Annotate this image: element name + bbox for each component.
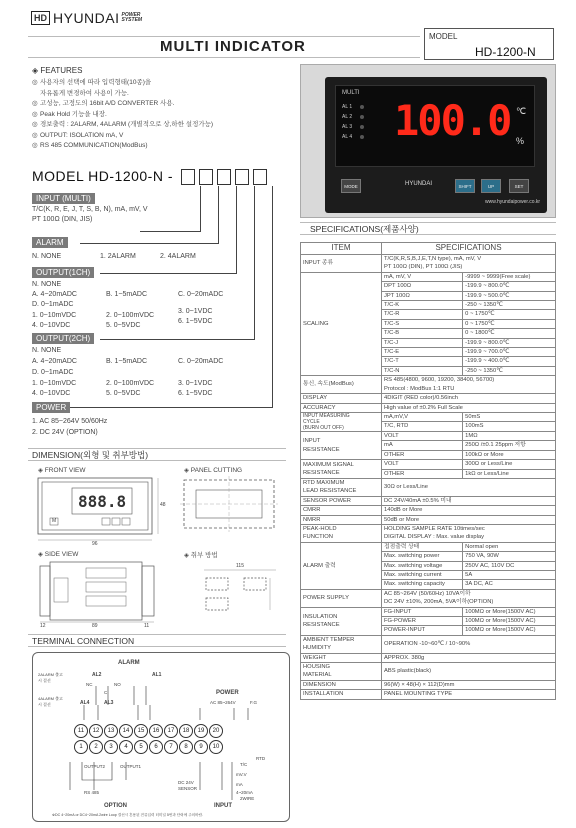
terminal-tc: T/C <box>240 762 248 767</box>
bullet-icon: ◎ <box>32 100 38 107</box>
panel-cutting-label: ◈ PANEL CUTTING <box>184 467 243 474</box>
spec-table <box>300 242 556 700</box>
spec-value: 96(W) × 48(H) × 112(D)mm <box>382 680 556 689</box>
spec-sub-val: 0 ~ 1800℃ <box>463 329 556 338</box>
led-icon <box>360 105 364 109</box>
feature-item: ◎ OUTPUT: ISOLATION mA, V <box>32 131 292 142</box>
terminal-number: 1 <box>74 740 88 754</box>
output2-opt: A. 4~20mADC <box>32 358 77 365</box>
spec-sub-val: -199.9 ~ 800.0℃ <box>463 338 556 347</box>
alarm-opt: 1. 2ALARM <box>100 253 136 260</box>
device-display-digits: 100.0 <box>394 96 511 145</box>
spec-value: ABS plastic(black) <box>382 663 556 681</box>
terminal-input: INPUT <box>214 803 232 809</box>
spec-sub-key: T/C-K <box>382 301 463 310</box>
spec-sub-val: 250Ω /±0.1 25ppm 저항 <box>463 441 556 450</box>
spec-value: High value of ±0.2% Full Scale <box>382 403 556 412</box>
bullet-icon: ◎ <box>32 110 38 118</box>
terminal-nc: NC <box>86 682 93 687</box>
feature-item: ◎ RS 485 COMMUNICATION(ModBus) <box>32 141 292 152</box>
spec-sub-key: 접점출력 상태 <box>382 542 463 551</box>
terminal-number: 7 <box>164 740 178 754</box>
spec-value: PANEL MOUNTING TYPE <box>382 690 556 699</box>
bullet-icon: ◎ <box>32 131 38 139</box>
input-line1: T/C(K, R, E, J, T, S, B, N), mA, mV, V <box>32 206 148 213</box>
terminal-4alarm-label: 4ALARM 출고시 결선 <box>38 696 63 707</box>
mode-button[interactable]: MODE <box>341 179 361 193</box>
terminal-number: 8 <box>179 740 193 754</box>
spec-sub-key: POWER-INPUT <box>382 626 463 635</box>
spec-value: OPERATION -10~60℃ / 10~90% <box>382 635 556 653</box>
spec-sub-val: -250 ~ 1350℃ <box>463 366 556 375</box>
device-front <box>325 77 547 213</box>
spec-value: AC 85~264V (50/60Hz) 10VA이하 DC 24V ±10%, 200mA, 5VA이하(OPTION) <box>382 589 556 607</box>
terminal-al1: AL1 <box>152 672 162 678</box>
feature-item-cont: 자유롭게 변경하여 사용이 가능. <box>40 89 129 97</box>
spec-sub-key: mA, mV, V <box>382 272 463 281</box>
features-title: ◈ FEATURES <box>32 66 83 75</box>
power-section-label: POWER <box>32 402 70 413</box>
terminal-output2: OUTPUT2 <box>84 764 106 769</box>
alarm-opt: 2. 4ALARM <box>160 253 196 260</box>
spec-sub-val: 100mS <box>463 422 556 432</box>
spec-sub-val: 750 VA, 90W <box>463 552 556 561</box>
spec-value: APPROX. 380g <box>382 653 556 662</box>
spec-sub-val: 100MΩ or More(1500V AC) <box>463 626 556 635</box>
terminal-option: OPTION <box>104 803 128 809</box>
model-code-text: MODEL HD-1200-N - <box>32 168 174 184</box>
spec-sub-val: -199.9 ~ 800.0℃ <box>463 282 556 291</box>
terminal-rs485: RS 485 <box>84 790 100 795</box>
spec-item: INPUT RESISTANCE <box>301 431 382 459</box>
spec-item: HOUSING MATERIAL <box>301 663 382 681</box>
spec-sub-key: VOLT <box>382 460 463 469</box>
output1-opt: N. NONE <box>32 281 62 288</box>
output1-opt: 6. 1~5VDC <box>178 318 213 325</box>
terminal-number: 17 <box>164 724 178 738</box>
power-line1: 1. AC 85~264V 50/60Hz <box>32 418 108 425</box>
output2-opt: D. 0~1mADC <box>32 369 74 376</box>
front-view-key: M <box>52 518 57 524</box>
terminal-number: 18 <box>179 724 193 738</box>
output2-opt: 3. 0~1VDC <box>178 380 213 387</box>
spec-sub-key: mA,mV,V <box>382 412 463 422</box>
spec-item: DIMENSION <box>301 680 382 689</box>
spec-value: DC 24V/40mA ±0.5% 미내 <box>382 496 556 505</box>
spec-item: 통신, 속도(ModBus) <box>301 376 382 394</box>
device-led-label: AL 2 <box>342 114 353 120</box>
spec-item: AMBIENT TEMPER HUMIDITY <box>301 635 382 653</box>
spec-sub-val: 100MΩ or More(1500V AC) <box>463 607 556 616</box>
output1-opt: A. 4~20mADC <box>32 291 77 298</box>
spec-sub-val: 1MΩ <box>463 431 556 440</box>
spec-sub-key: DPT 100Ω <box>382 282 463 291</box>
terminal-number: 19 <box>194 724 208 738</box>
spec-sub-key: FG-POWER <box>382 617 463 626</box>
spec-sub-key: mA <box>382 441 463 450</box>
spec-head-item: ITEM <box>301 243 382 255</box>
terminal-al2: AL2 <box>92 672 102 678</box>
spec-sub-key: VOLT <box>382 431 463 440</box>
terminal-bottom-row <box>74 740 223 754</box>
spec-sub-key: Max. switching voltage <box>382 561 463 570</box>
terminal-rtd: RTD <box>256 756 266 761</box>
terminal-number: 15 <box>134 724 148 738</box>
spec-item: RTD MAXIMUM LEAD RESISTANCE <box>301 478 382 496</box>
terminal-number: 2 <box>89 740 103 754</box>
spec-sub-val: -199.9 ~ 500.0℃ <box>463 291 556 300</box>
terminal-note: ※DC 4~20mA or DC4~20mA 2wire Loop 결선시 흔용된 전류입력 터미널 5번과 단락에 주의바람. <box>52 813 204 817</box>
spec-value: T/C(K,R,S,B,J,E,T,N type), mA, mV, V PT 100Ω (DIN), PT 100Ω (JIS) <box>382 255 556 273</box>
spec-value: 30Ω or Less/Line <box>382 478 556 496</box>
terminal-fg: F.G <box>250 700 258 705</box>
spec-sub-key: T/C, RTD <box>382 422 463 432</box>
terminal-number: 16 <box>149 724 163 738</box>
feature-item: ◎ 사용자의 선택에 따라 입력형태(10종)을 <box>32 78 292 89</box>
spec-sub-val: 250V AC, 110V DC <box>463 561 556 570</box>
terminal-number: 11 <box>74 724 88 738</box>
terminal-mvv: mV.V <box>236 772 247 777</box>
output2-opt: 5. 0~5VDC <box>106 390 141 397</box>
up-button[interactable]: UP <box>481 179 501 193</box>
spec-item: ACCURACY <box>301 403 382 412</box>
output2-section-label: OUTPUT(2CH) <box>32 333 94 344</box>
bullet-icon: ◎ <box>32 142 38 149</box>
output1-section-label: OUTPUT(1CH) <box>32 267 94 278</box>
spec-sub-val: -9999 ~ 9999(Free scale) <box>463 272 556 281</box>
spec-sub-val: 0 ~ 1750℃ <box>463 319 556 328</box>
dimension-title: DIMENSION(외형 및 취부방법) <box>28 448 286 461</box>
terminal-sensor: SENSOR <box>178 786 198 791</box>
spec-item: PEAK-HOLD FUNCTION <box>301 524 382 542</box>
terminal-number: 14 <box>119 724 133 738</box>
spec-sub-val: 100MΩ or More(1500V AC) <box>463 617 556 626</box>
dim-12: 12 <box>40 623 46 629</box>
feature-item: ◎ Peak Hold 기능을 내장. <box>32 110 292 121</box>
output2-opt: B. 1~5mADC <box>106 358 148 365</box>
terminal-alarm-label: ALARM <box>118 660 140 666</box>
terminal-number: 9 <box>194 740 208 754</box>
terminal-power-spec: AC 85~264V <box>210 700 236 705</box>
spec-sub-val: 3A DC, AC <box>463 580 556 589</box>
spec-sub-key: T/C-S <box>382 319 463 328</box>
device-brand: HYUNDAI <box>405 181 433 187</box>
terminal-top-row <box>74 724 223 738</box>
dim-89: 89 <box>92 623 98 629</box>
spec-item: INPUT 종류 <box>301 255 382 273</box>
spec-item: SCALING <box>301 272 382 375</box>
feature-item: ◎ 고성능, 고정도의 16bit A/D CONVERTER 사용. <box>32 99 292 110</box>
spec-sub-key: T/C-R <box>382 310 463 319</box>
terminal-number: 4 <box>119 740 133 754</box>
spec-item: SENSOR POWER <box>301 496 382 505</box>
terminal-number: 3 <box>104 740 118 754</box>
terminal-ma: mA <box>236 782 243 787</box>
spec-sub-val: 50mS <box>463 412 556 422</box>
terminal-number: 20 <box>209 724 223 738</box>
dim-115: 115 <box>236 563 244 569</box>
spec-sub-key: OTHER <box>382 450 463 459</box>
spec-sub-key: T/C-N <box>382 366 463 375</box>
spec-sub-val: Normal open <box>463 542 556 551</box>
spec-sub-key: JPT 100Ω <box>382 291 463 300</box>
output1-opt: B. 1~5mADC <box>106 291 148 298</box>
model-label: MODEL <box>429 32 458 41</box>
terminal-title: TERMINAL CONNECTION <box>28 634 286 647</box>
output1-opt: D. 0~1mADC <box>32 301 74 308</box>
spec-item: INSTALLATION <box>301 690 382 699</box>
logo-small: POWER SYSTEM <box>121 12 143 23</box>
spec-item: POWER SUPPLY <box>301 589 382 607</box>
bullet-icon: ◎ <box>32 79 38 86</box>
terminal-al4: AL4 <box>80 700 90 706</box>
terminal-2wire: 2WIRE <box>240 796 255 801</box>
terminal-com: C <box>104 690 108 695</box>
terminal-no: NO <box>114 682 121 687</box>
device-keypad <box>335 173 541 207</box>
spec-sub-key: OTHER <box>382 469 463 478</box>
terminal-number: 12 <box>89 724 103 738</box>
terminal-number: 13 <box>104 724 118 738</box>
output1-opt: C. 0~20mADC <box>178 291 224 298</box>
logo-text: HYUNDAI <box>53 10 120 26</box>
spec-sub-val: 1kΩ or Less/Line <box>463 469 556 478</box>
spec-value: HOLDING SAMPLE RATE 10times/sec DIGITAL DISPLAY : Max. value display <box>382 524 556 542</box>
terminal-dc24v: DC 24V <box>178 780 194 785</box>
front-view-digits: 888.8 <box>78 492 127 511</box>
terminal-number: 10 <box>209 740 223 754</box>
spec-value: 50dB or More <box>382 515 556 524</box>
front-view-label: ◈ FRONT VIEW <box>38 467 86 474</box>
led-icon <box>360 125 364 129</box>
spec-sub-key: FG-INPUT <box>382 607 463 616</box>
spec-item: DISPLAY <box>301 394 382 403</box>
device-unit-celsius: ℃ <box>516 106 527 116</box>
spec-sub-val: 300Ω or Less/Line <box>463 460 556 469</box>
spec-value: 4DIGIT (RED color)/0.56inch <box>382 394 556 403</box>
spec-sub-key: Max. switching current <box>382 571 463 580</box>
spec-item: INSULATION RESISTANCE <box>301 607 382 635</box>
alarm-opt: N. NONE <box>32 253 62 260</box>
output2-opt: N. NONE <box>32 347 62 354</box>
model-value: HD-1200-N <box>475 45 536 59</box>
dim-96: 96 <box>92 541 98 547</box>
device-screen <box>335 85 535 167</box>
spec-sub-key: Max. switching power <box>382 552 463 561</box>
spec-head-spec: SPECIFICATIONS <box>382 243 556 255</box>
output2-opt: 6. 1~5VDC <box>178 390 213 397</box>
device-led-label: AL 4 <box>342 134 353 140</box>
input-line2: PT 100Ω (DIN, JIS) <box>32 216 93 223</box>
spec-value: RS 485(4800, 9600, 19200, 38400, 56700) Protocol : ModBus 1:1 RTU <box>382 376 556 394</box>
spec-sub-val: 100kΩ or More <box>463 450 556 459</box>
input-section-label: INPUT (MULTI) <box>32 193 95 204</box>
spec-title: SPECIFICATIONS(제품사양) <box>300 222 556 235</box>
logo-box: HD <box>31 11 50 25</box>
device-led-label: AL 3 <box>342 124 353 130</box>
spec-sub-val: -199.9 ~ 400.0℃ <box>463 357 556 366</box>
terminal-ma-range: 4~20mA <box>236 790 253 795</box>
spec-item: ALARM 출력 <box>301 542 382 589</box>
terminal-number: 6 <box>149 740 163 754</box>
device-led-label: AL 1 <box>342 104 353 110</box>
side-view-label: ◈ SIDE VIEW <box>38 551 79 558</box>
product-photo <box>300 64 556 218</box>
led-icon <box>360 135 364 139</box>
spec-item: WEIGHT <box>301 653 382 662</box>
spec-sub-val: -250 ~ 1350℃ <box>463 301 556 310</box>
set-button[interactable]: SET <box>509 179 529 193</box>
spec-sub-key: T/C-T <box>382 357 463 366</box>
spec-sub-val: 5A <box>463 571 556 580</box>
output2-opt: 4. 0~10VDC <box>32 390 71 397</box>
dim-11: 11 <box>144 623 150 629</box>
alarm-section-label: ALARM <box>32 237 68 248</box>
page-title: MULTI INDICATOR <box>160 38 306 55</box>
output1-opt: 5. 0~5VDC <box>106 322 141 329</box>
output2-opt: C. 0~20mADC <box>178 358 224 365</box>
spec-sub-key: T/C-E <box>382 348 463 357</box>
output1-opt: 3. 0~1VDC <box>178 308 213 315</box>
terminal-number: 5 <box>134 740 148 754</box>
device-url: www.hyundaipower.co.kr <box>485 199 541 205</box>
terminal-al3: AL3 <box>104 700 114 706</box>
spec-sub-key: T/C-J <box>382 338 463 347</box>
mount-label: ◈ 취부 방법 <box>184 552 218 559</box>
output1-opt: 1. 0~10mVDC <box>32 312 77 319</box>
output2-opt: 2. 0~100mVDC <box>106 380 155 387</box>
shift-button[interactable]: SHIFT <box>455 179 475 193</box>
spec-item: MAXIMUM SIGNAL RESISTANCE <box>301 460 382 479</box>
feature-item: ◎ 경보출력 : 2ALARM, 4ALARM (개별적으로 상,하한 설정가능) <box>32 120 292 131</box>
spec-item: CMRR <box>301 506 382 515</box>
spec-value: 140dB or More <box>382 506 556 515</box>
spec-sub-val: -199.9 ~ 700.0℃ <box>463 348 556 357</box>
spec-sub-key: T/C-B <box>382 329 463 338</box>
terminal-output1: OUTPUT1 <box>120 764 142 769</box>
dim-48: 48 <box>160 502 166 508</box>
terminal-power-label: POWER <box>216 690 239 696</box>
device-label: MULTI <box>342 90 360 96</box>
terminal-2alarm-label: 2ALARM 출고시 결선 <box>38 672 63 683</box>
device-unit-percent: % <box>516 136 525 146</box>
spec-item: NMRR <box>301 515 382 524</box>
power-line2: 2. DC 24V (OPTION) <box>32 429 98 436</box>
spec-sub-val: 0 ~ 1750℃ <box>463 310 556 319</box>
output1-opt: 2. 0~100mVDC <box>106 312 155 319</box>
output1-opt: 4. 0~10VDC <box>32 322 71 329</box>
spec-item: INPUT MEASURING CYCLE (BURN OUT OFF) <box>301 412 382 431</box>
bullet-icon: ◎ <box>32 121 38 128</box>
output2-opt: 1. 0~10mVDC <box>32 380 77 387</box>
led-icon <box>360 115 364 119</box>
spec-sub-key: Max. switching capacity <box>382 580 463 589</box>
